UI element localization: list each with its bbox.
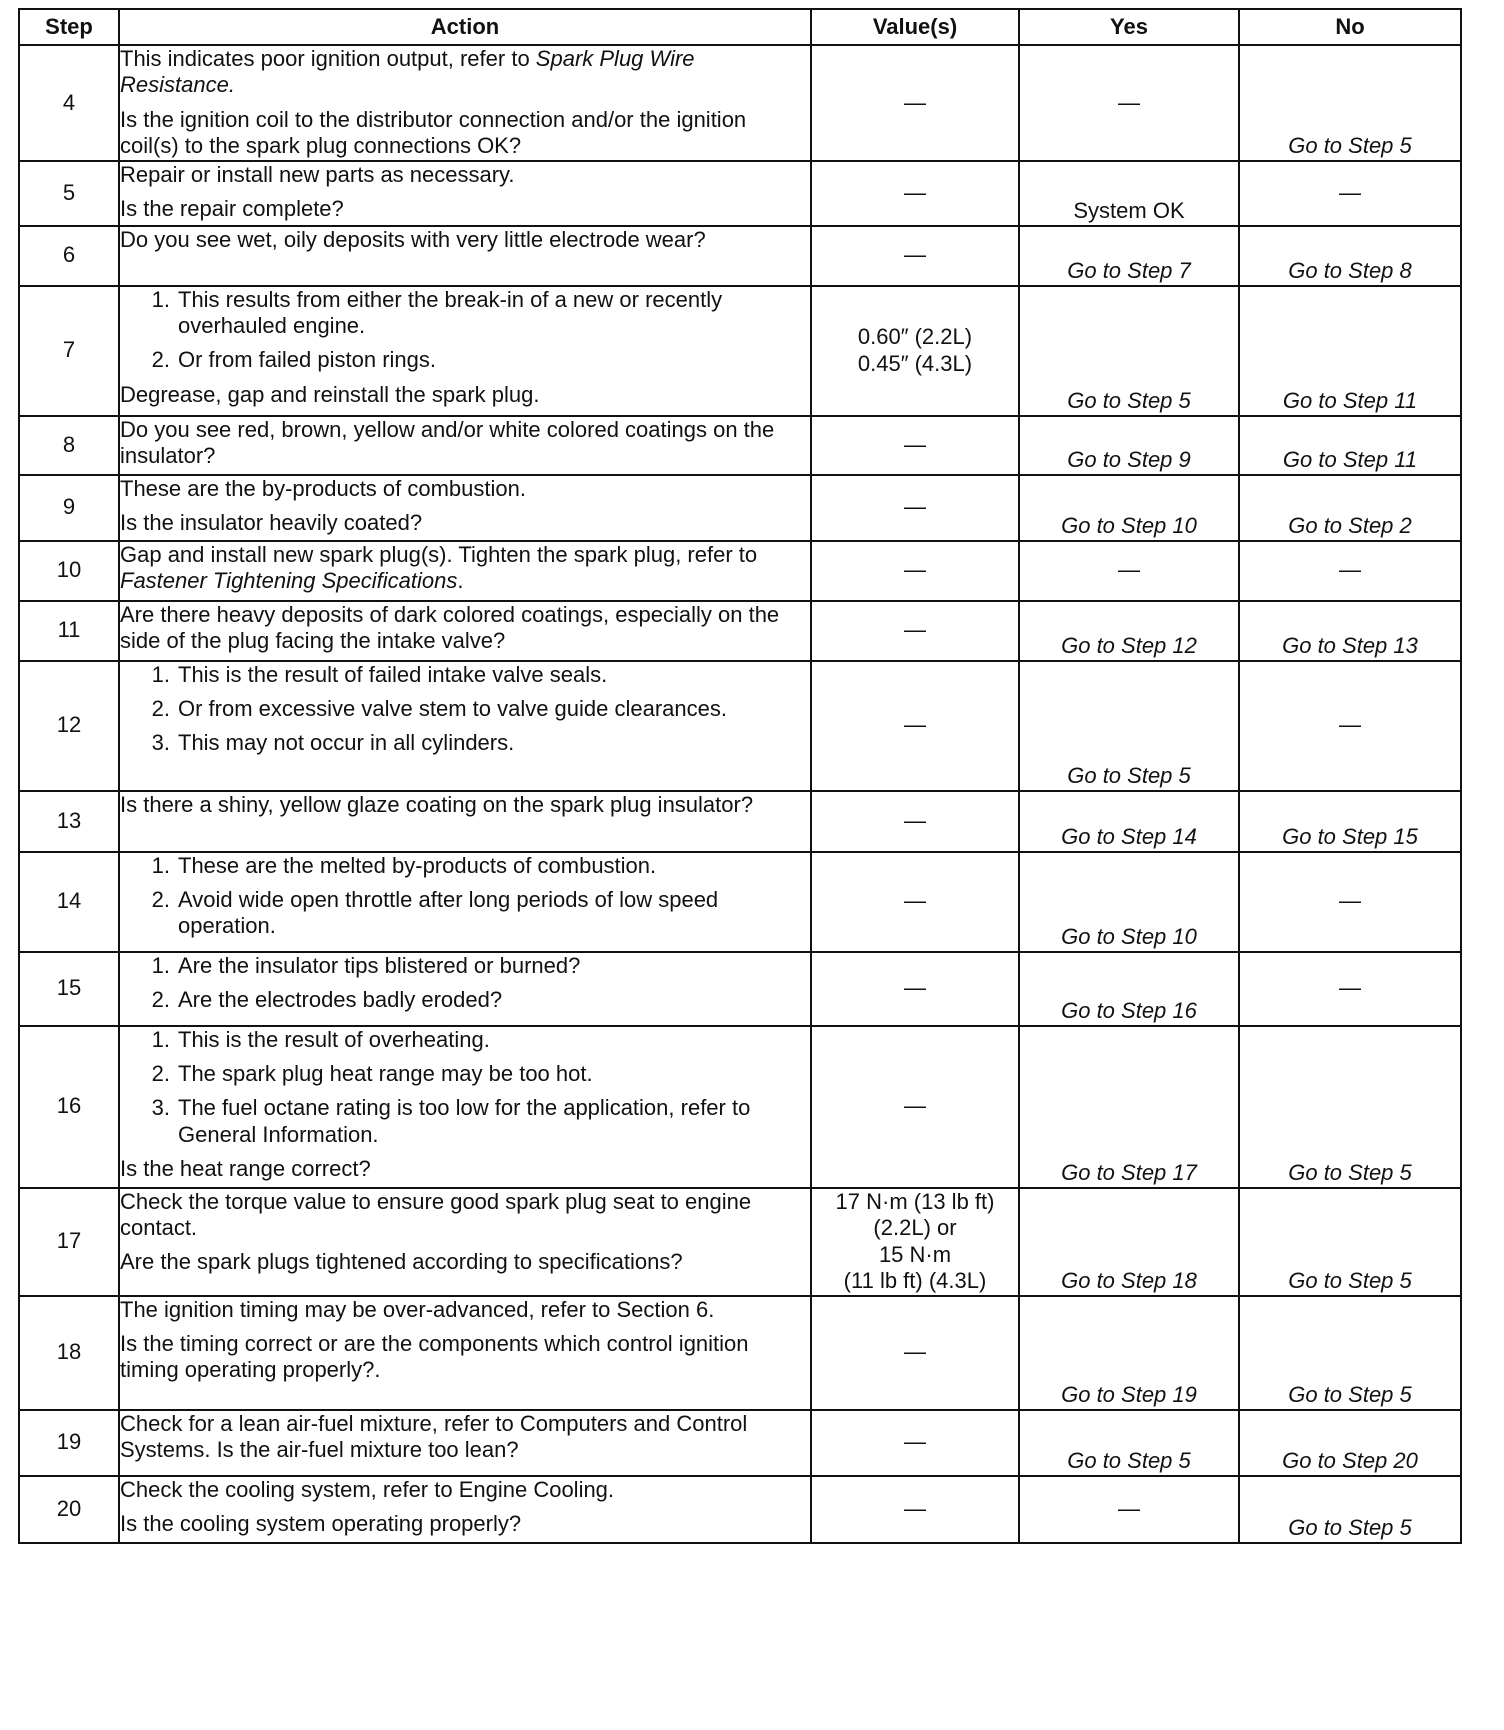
no-cell (1239, 541, 1461, 601)
table-row (19, 1026, 1461, 1188)
action-cell (119, 601, 811, 661)
no-cell (1239, 161, 1461, 226)
value-cell (811, 1476, 1019, 1543)
action-paragraph (120, 107, 810, 160)
no-cell (1239, 1026, 1461, 1188)
action-paragraph (120, 1156, 810, 1182)
table-row (19, 161, 1461, 226)
step-number: 16 (19, 1026, 119, 1188)
action-cell (119, 1476, 811, 1543)
list-item-number: 3. (151, 730, 170, 756)
no-cell (1239, 1188, 1461, 1296)
list-item (120, 987, 810, 1013)
step-number: 8 (19, 416, 119, 475)
yes-outcome: Go to Step 5 (1067, 388, 1191, 414)
no-cell (1239, 661, 1461, 791)
value-cell (811, 475, 1019, 541)
list-item (120, 347, 810, 373)
action-text: Are there heavy deposits of dark colored coatings, especially on the side of the plug facing the intake valve? (120, 601, 780, 653)
no-outcome: — (1339, 712, 1361, 738)
yes-outcome: Go to Step 17 (1061, 1160, 1197, 1186)
step-number: 4 (19, 45, 119, 161)
no-outcome: Go to Step 2 (1288, 513, 1412, 539)
value-text: 0.60″ (2.2L) 0.45″ (4.3L) (857, 324, 973, 376)
action-paragraph (120, 1411, 810, 1464)
action-cell (119, 161, 811, 226)
action-list (120, 662, 810, 757)
list-item-text: This is the result of overheating. (178, 1026, 490, 1052)
no-outcome: Go to Step 5 (1288, 133, 1412, 159)
step-number: 17 (19, 1188, 119, 1296)
yes-outcome: — (1118, 89, 1140, 115)
list-item-text: Or from excessive valve stem to valve guide clearances. (178, 695, 728, 721)
yes-outcome: — (1118, 1495, 1140, 1521)
no-outcome: Go to Step 5 (1288, 1515, 1412, 1541)
value-cell (811, 45, 1019, 161)
list-item (120, 887, 810, 940)
step-number: 18 (19, 1296, 119, 1410)
yes-outcome: Go to Step 5 (1067, 763, 1191, 789)
action-text: Is the insulator heavily coated? (120, 509, 423, 535)
value-text: — (904, 975, 926, 1001)
yes-outcome: Go to Step 5 (1067, 1448, 1191, 1474)
table-row (19, 475, 1461, 541)
action-text: Repair or install new parts as necessary. (120, 161, 515, 187)
value-text: — (904, 557, 926, 583)
action-cell (119, 226, 811, 286)
list-item-number: 1. (151, 952, 170, 978)
yes-cell (1019, 541, 1239, 601)
table-row (19, 416, 1461, 475)
no-outcome: Go to Step 20 (1282, 1448, 1418, 1474)
no-cell (1239, 1476, 1461, 1543)
no-cell (1239, 226, 1461, 286)
value-text: — (904, 242, 926, 268)
no-cell (1239, 45, 1461, 161)
no-cell (1239, 791, 1461, 852)
action-text: This indicates poor ignition output, refer to (120, 46, 536, 71)
no-cell (1239, 601, 1461, 661)
action-text: Check the cooling system, refer to Engine Cooling. (120, 1476, 615, 1502)
action-cell (119, 1296, 811, 1410)
action-cell (119, 852, 811, 952)
yes-cell (1019, 791, 1239, 852)
step-number: 19 (19, 1410, 119, 1476)
table-row (19, 852, 1461, 952)
yes-outcome: Go to Step 12 (1061, 633, 1197, 659)
list-item-text: Or from failed piston rings. (178, 347, 436, 373)
action-text: Is there a shiny, yellow glaze coating on the spark plug insulator? (120, 791, 754, 817)
no-cell (1239, 286, 1461, 416)
yes-cell (1019, 601, 1239, 661)
list-item-text: This may not occur in all cylinders. (178, 730, 515, 756)
action-cell (119, 416, 811, 475)
yes-outcome: Go to Step 10 (1061, 924, 1197, 950)
header-row (19, 9, 1461, 45)
action-paragraph (120, 417, 810, 470)
action-paragraph (120, 1297, 810, 1323)
value-text: 17 N·m (13 lb ft) (2.2L) or 15 N·m (11 lb ft) (4.3L) (835, 1188, 995, 1293)
action-paragraph (120, 510, 810, 536)
yes-outcome: Go to Step 16 (1061, 998, 1197, 1024)
list-item (120, 696, 810, 722)
action-text: Is the timing correct or are the components which control ignition timing operating properly?. (120, 1330, 749, 1383)
table-row (19, 601, 1461, 661)
list-item-number: 2. (151, 986, 170, 1012)
yes-outcome: — (1118, 557, 1140, 583)
list-item-text: This results from either the break-in of a new or recently overhauled engine. (178, 286, 723, 338)
no-outcome: — (1339, 975, 1361, 1001)
action-paragraph (120, 196, 810, 222)
action-text: Is the repair complete? (120, 195, 344, 221)
list-item (120, 662, 810, 688)
table-row (19, 1410, 1461, 1476)
list-item (120, 1095, 810, 1148)
table-row (19, 791, 1461, 852)
yes-cell (1019, 161, 1239, 226)
action-list (120, 287, 810, 374)
action-list (120, 953, 810, 1014)
action-paragraph (120, 542, 810, 595)
value-text: — (904, 1429, 926, 1455)
list-item-number: 1. (151, 852, 170, 878)
step-number: 14 (19, 852, 119, 952)
list-item-number: 2. (151, 695, 170, 721)
no-outcome: Go to Step 15 (1282, 824, 1418, 850)
step-number: 15 (19, 952, 119, 1026)
no-cell (1239, 475, 1461, 541)
list-item-number: 1. (151, 661, 170, 687)
no-outcome: Go to Step 11 (1282, 388, 1418, 414)
no-cell (1239, 1296, 1461, 1410)
table-row (19, 541, 1461, 601)
reference-text: Spark Plug Wire Resistance. (120, 46, 695, 98)
reference-text: Fastener Tightening Specifications (120, 567, 458, 593)
action-cell (119, 45, 811, 161)
value-text: — (904, 494, 926, 520)
yes-cell (1019, 852, 1239, 952)
no-outcome: Go to Step 5 (1288, 1160, 1412, 1186)
list-item-number: 1. (151, 286, 170, 312)
table-row (19, 1188, 1461, 1296)
no-outcome: Go to Step 11 (1282, 447, 1418, 473)
list-item-text: Are the insulator tips blistered or burned? (178, 952, 581, 978)
value-cell (811, 601, 1019, 661)
value-cell (811, 286, 1019, 416)
action-paragraph (120, 382, 810, 408)
action-text: Is the ignition coil to the distributor connection and/or the ignition coil(s) to the spark plug connections OK? (120, 106, 747, 159)
step-number: 13 (19, 791, 119, 852)
yes-cell (1019, 286, 1239, 416)
yes-cell (1019, 416, 1239, 475)
yes-cell (1019, 475, 1239, 541)
yes-cell (1019, 1410, 1239, 1476)
list-item (120, 1061, 810, 1087)
value-text: — (904, 807, 926, 833)
action-cell (119, 661, 811, 791)
action-list (120, 1027, 810, 1149)
value-text: — (904, 888, 926, 914)
value-text: — (904, 89, 926, 115)
action-text: Check the torque value to ensure good spark plug seat to engine contact. (120, 1188, 752, 1240)
diagnostic-table (18, 8, 1462, 1544)
list-item (120, 953, 810, 979)
table-row (19, 661, 1461, 791)
no-outcome: — (1339, 179, 1361, 205)
no-outcome: Go to Step 5 (1288, 1382, 1412, 1408)
action-cell (119, 952, 811, 1026)
yes-cell (1019, 952, 1239, 1026)
header-yes: Yes (1019, 9, 1239, 45)
value-cell (811, 1026, 1019, 1188)
yes-outcome: Go to Step 19 (1061, 1382, 1197, 1408)
value-text: — (904, 617, 926, 643)
action-paragraph (120, 1477, 810, 1503)
step-number: 5 (19, 161, 119, 226)
step-number: 12 (19, 661, 119, 791)
table-body (19, 45, 1461, 1543)
table-row (19, 952, 1461, 1026)
action-text: Are the spark plugs tightened according to specifications? (120, 1249, 683, 1275)
action-paragraph (120, 227, 810, 253)
action-cell (119, 475, 811, 541)
action-paragraph (120, 162, 810, 188)
yes-cell (1019, 1296, 1239, 1410)
action-paragraph (120, 1249, 810, 1275)
table-header (19, 9, 1461, 45)
no-cell (1239, 1410, 1461, 1476)
action-text: . (457, 567, 464, 593)
list-item-text: Are the electrodes badly eroded? (178, 986, 503, 1012)
action-paragraph (120, 1511, 810, 1537)
table-row (19, 1296, 1461, 1410)
value-text: — (904, 431, 926, 457)
action-cell (119, 1410, 811, 1476)
value-cell (811, 226, 1019, 286)
action-text: Degrease, gap and reinstall the spark plug. (120, 381, 540, 407)
value-cell (811, 661, 1019, 791)
step-number: 9 (19, 475, 119, 541)
list-item-number: 2. (151, 886, 170, 912)
action-paragraph (120, 1331, 810, 1384)
step-number: 10 (19, 541, 119, 601)
action-cell (119, 1188, 811, 1296)
yes-outcome: Go to Step 18 (1061, 1268, 1197, 1294)
value-cell (811, 541, 1019, 601)
value-cell (811, 852, 1019, 952)
list-item-number: 2. (151, 1060, 170, 1086)
value-text: — (904, 1495, 926, 1521)
table-row (19, 1476, 1461, 1543)
list-item-number: 3. (151, 1095, 170, 1121)
action-text: These are the by-products of combustion. (120, 475, 526, 501)
no-cell (1239, 952, 1461, 1026)
table-row (19, 226, 1461, 286)
action-text: Check for a lean air-fuel mixture, refer to Computers and Control Systems. Is the air-fuel mixture too lean? (120, 1410, 748, 1462)
list-item (120, 730, 810, 756)
header-no: No (1239, 9, 1461, 45)
list-item-text: The spark plug heat range may be too hot. (178, 1060, 593, 1086)
list-item-text: The fuel octane rating is too low for the application, refer to General Information. (178, 1095, 751, 1147)
action-cell (119, 541, 811, 601)
action-cell (119, 286, 811, 416)
action-paragraph (120, 1189, 810, 1242)
action-text: Is the heat range correct? (120, 1156, 371, 1182)
list-item-text: These are the melted by-products of combustion. (178, 852, 657, 878)
yes-cell (1019, 1476, 1239, 1543)
action-cell (119, 1026, 811, 1188)
value-text: — (904, 1093, 926, 1119)
list-item (120, 287, 810, 340)
no-outcome: Go to Step 8 (1288, 258, 1412, 284)
step-number: 11 (19, 601, 119, 661)
value-cell (811, 161, 1019, 226)
value-cell (811, 1188, 1019, 1296)
yes-cell (1019, 226, 1239, 286)
value-text: — (904, 179, 926, 205)
action-text: Is the cooling system operating properly? (120, 1510, 522, 1536)
value-text: — (904, 712, 926, 738)
action-text: Gap and install new spark plug(s). Tighten the spark plug, refer to (120, 541, 758, 567)
action-cell (119, 791, 811, 852)
action-text: Do you see wet, oily deposits with very little electrode wear? (120, 226, 706, 252)
value-cell (811, 791, 1019, 852)
no-outcome: — (1339, 557, 1361, 583)
header-action: Action (119, 9, 811, 45)
list-item-number: 2. (151, 347, 170, 373)
yes-outcome: Go to Step 14 (1061, 824, 1197, 850)
no-outcome: Go to Step 13 (1282, 633, 1418, 659)
yes-cell (1019, 45, 1239, 161)
step-number: 7 (19, 286, 119, 416)
action-paragraph (120, 602, 810, 655)
yes-outcome: Go to Step 9 (1067, 447, 1191, 473)
no-outcome: — (1339, 888, 1361, 914)
no-cell (1239, 416, 1461, 475)
action-text: Do you see red, brown, yellow and/or white colored coatings on the insulator? (120, 416, 775, 468)
list-item (120, 853, 810, 879)
action-text: The ignition timing may be over-advanced, refer to Section 6. (120, 1296, 715, 1322)
step-number: 20 (19, 1476, 119, 1543)
value-cell (811, 416, 1019, 475)
yes-outcome: System OK (1073, 198, 1185, 224)
header-step: Step (19, 9, 119, 45)
step-number: 6 (19, 226, 119, 286)
yes-outcome: Go to Step 10 (1061, 513, 1197, 539)
yes-outcome: Go to Step 7 (1067, 258, 1191, 284)
list-item-number: 1. (151, 1026, 170, 1052)
list-item (120, 1027, 810, 1053)
no-outcome: Go to Step 5 (1288, 1268, 1412, 1294)
action-paragraph (120, 46, 810, 99)
list-item-text: This is the result of failed intake valve seals. (178, 661, 608, 687)
table-row (19, 45, 1461, 161)
list-item-text: Avoid wide open throttle after long periods of low speed operation. (178, 886, 719, 939)
value-cell (811, 1296, 1019, 1410)
value-cell (811, 952, 1019, 1026)
header-value: Value(s) (811, 9, 1019, 45)
no-cell (1239, 852, 1461, 952)
action-paragraph (120, 476, 810, 502)
yes-cell (1019, 1026, 1239, 1188)
value-cell (811, 1410, 1019, 1476)
value-text: — (904, 1339, 926, 1365)
action-paragraph (120, 792, 810, 818)
action-list (120, 853, 810, 940)
yes-cell (1019, 661, 1239, 791)
table-row (19, 286, 1461, 416)
yes-cell (1019, 1188, 1239, 1296)
